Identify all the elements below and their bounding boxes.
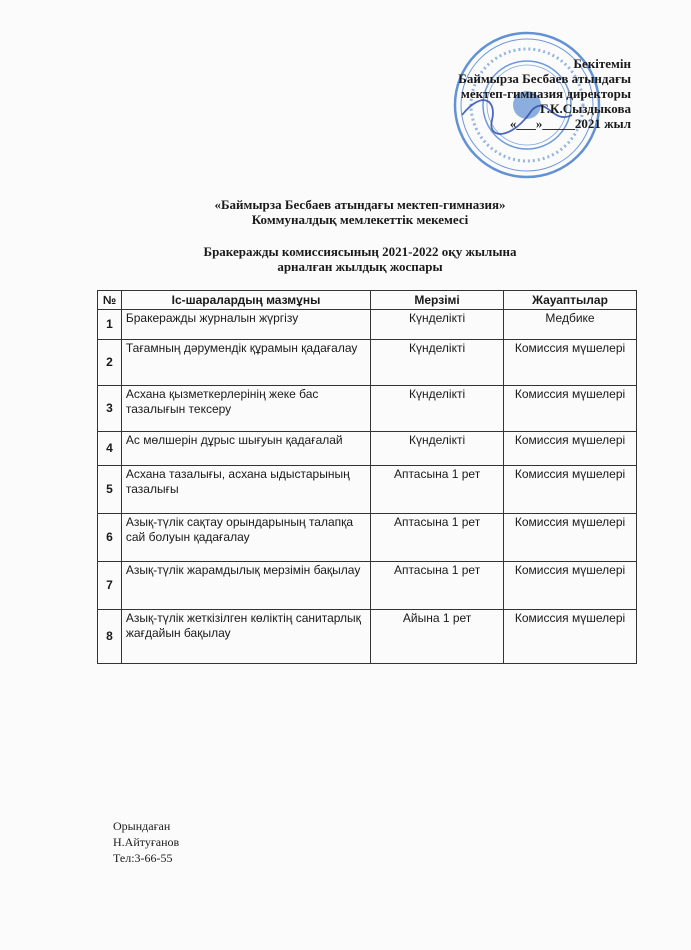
row-content: Ас мөлшерін дұрыс шығуын қадағалай	[121, 432, 370, 466]
institution-name: «Баймырза Бесбаев атындағы мектеп-гимназия»	[214, 197, 506, 212]
row-number: 2	[98, 340, 122, 386]
table-row	[98, 610, 637, 664]
approval-line: Баймырза Бесбаев атындағы	[458, 71, 631, 86]
row-content: Асхана тазалығы, асхана ыдыстарының тазалығы	[121, 466, 370, 514]
table-row	[98, 386, 637, 432]
row-responsible: Комиссия мүшелері	[504, 340, 637, 386]
approval-line: Бекітемін	[573, 56, 631, 71]
row-term: Күнделікті	[371, 386, 504, 432]
header-term: Мерзімі	[371, 291, 504, 310]
plan-subtitle: арналған жылдық жоспары	[277, 259, 443, 274]
institution-type: Коммуналдық мемлекеттік мекемесі	[251, 212, 469, 227]
table-row	[98, 562, 637, 610]
executor-name: Н.Айтуғанов	[113, 835, 180, 849]
executor-label: Орындаған	[113, 819, 171, 833]
row-number: 7	[98, 562, 122, 610]
approval-date: «___»_____2021 жыл	[509, 116, 631, 131]
table-row	[98, 466, 637, 514]
header-responsible: Жауаптылар	[504, 291, 637, 310]
row-content: Азық-түлік сақтау орындарының талапқа сай болуын қадағалау	[121, 514, 370, 562]
approval-line: Г.К.Сыздыкова	[540, 101, 631, 116]
row-term: Аптасына 1 рет	[371, 466, 504, 514]
table-header-row	[98, 291, 637, 310]
row-term: Күнделікті	[371, 310, 504, 340]
row-term: Аптасына 1 рет	[371, 514, 504, 562]
row-responsible: Комиссия мүшелері	[504, 562, 637, 610]
row-term: Аптасына 1 рет	[371, 562, 504, 610]
row-term: Күнделікті	[371, 432, 504, 466]
row-number: 4	[98, 432, 122, 466]
table-row	[98, 310, 637, 340]
approval-block	[391, 56, 631, 131]
row-responsible: Комиссия мүшелері	[504, 386, 637, 432]
row-responsible: Медбике	[504, 310, 637, 340]
table-row	[98, 514, 637, 562]
approval-line: мектеп-гимназия директоры	[461, 86, 631, 101]
row-content: Асхана қызметкерлерінің жеке бас тазалығын тексеру	[121, 386, 370, 432]
document-heading	[150, 197, 570, 274]
row-number: 1	[98, 310, 122, 340]
row-responsible: Комиссия мүшелері	[504, 466, 637, 514]
header-content: Іс-шаралардың мазмұны	[121, 291, 370, 310]
row-content: Бракеражды журналын жүргізу	[121, 310, 370, 340]
header-number: №	[98, 291, 122, 310]
row-number: 5	[98, 466, 122, 514]
row-number: 8	[98, 610, 122, 664]
row-content: Тағамның дәрумендік құрамын қадағалау	[121, 340, 370, 386]
row-responsible: Комиссия мүшелері	[504, 432, 637, 466]
executor-phone: Тел:3-66-55	[113, 851, 173, 865]
table-row	[98, 340, 637, 386]
row-term: Айына 1 рет	[371, 610, 504, 664]
row-responsible: Комиссия мүшелері	[504, 514, 637, 562]
row-responsible: Комиссия мүшелері	[504, 610, 637, 664]
plan-table	[97, 290, 637, 664]
row-content: Азық-түлік жеткізілген көліктің санитарлық жағдайын бақылау	[121, 610, 370, 664]
row-number: 6	[98, 514, 122, 562]
plan-title: Бракеражды комиссиясының 2021-2022 оқу жылына	[203, 244, 517, 259]
footer-block	[113, 818, 179, 866]
table-row	[98, 432, 637, 466]
row-term: Күнделікті	[371, 340, 504, 386]
row-number: 3	[98, 386, 122, 432]
row-content: Азық-түлік жарамдылық мерзімін бақылау	[121, 562, 370, 610]
